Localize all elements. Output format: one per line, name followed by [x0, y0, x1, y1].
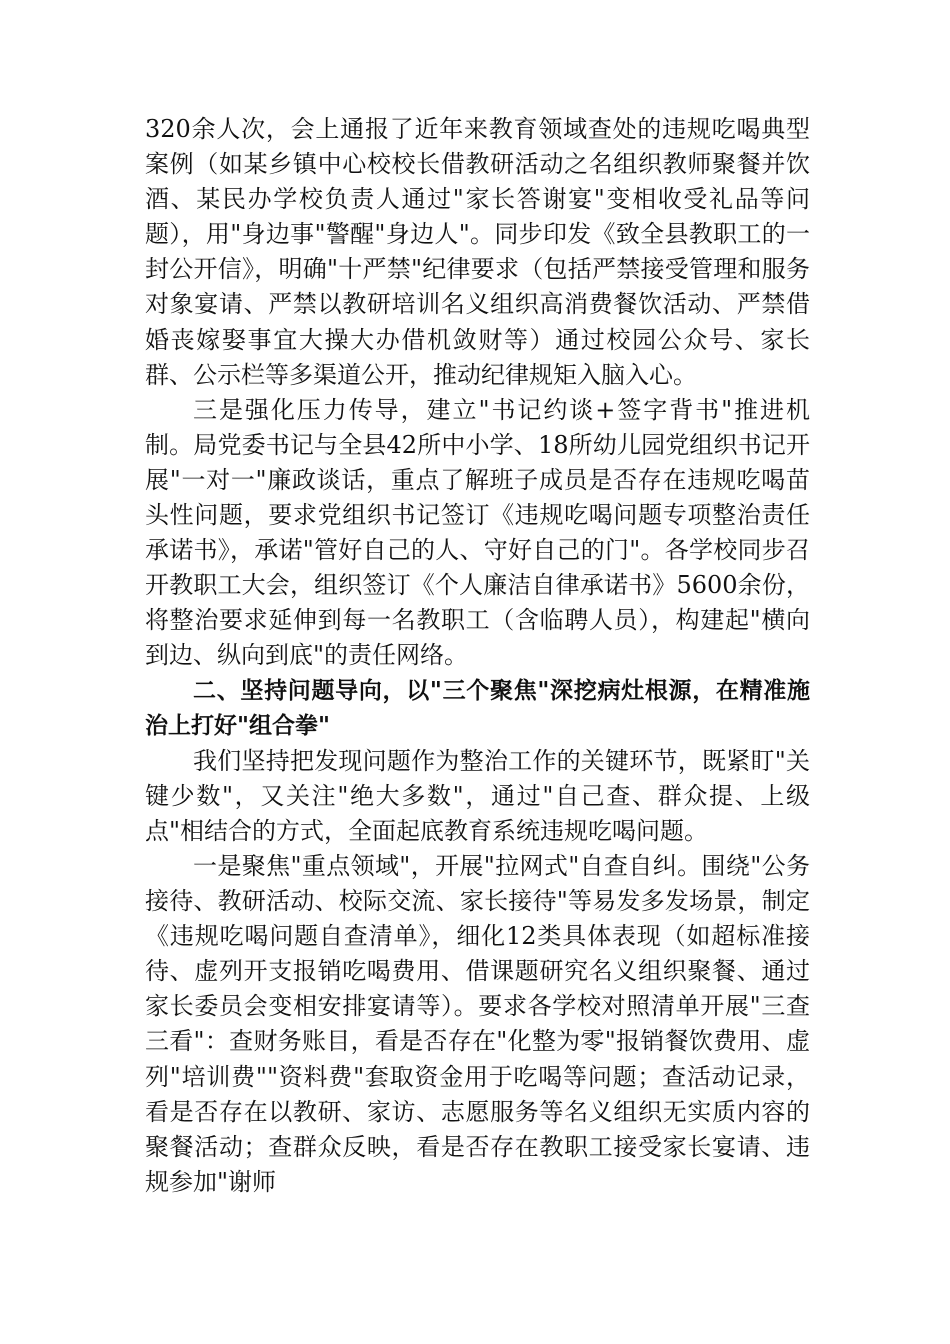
paragraph-key-areas: 一是聚焦"重点领域"，开展"拉网式"自查自纠。围绕"公务接待、教研活动、校际交流、家长接待"等易发多发场景，制定《违规吃喝问题自查清单》，细化12类具体表现（如超标准接待、虚列开支报销吃喝费用、借课题研究名义组织聚餐、通过家长委员会变相安排宴请等）。要求各学校对照清单开展"三查三看"：查财务账目，看是否存在"化整为零"报销餐饮费用、虚列"培训费""资料费"套取资金用于吃喝等问题；查活动记录，看是否存在以教研、家访、志愿服务等名义组织无实质内容的聚餐活动；查群众反映，看是否存在教职工接受家长宴请、违规参加"谢师 — [145, 851, 810, 1196]
paragraph-intro: 我们坚持把发现问题作为整治工作的关键环节，既紧盯"关键少数"，又关注"绝大多数"，通过"自己查、群众提、上级点"相结合的方式，全面起底教育系统违规吃喝问题。 — [145, 746, 810, 845]
paragraph-continuation: 320余人次，会上通报了近年来教育领域查处的违规吃喝典型案例（如某乡镇中心校校长借教研活动之名组织教师聚餐并饮酒、某民办学校负责人通过"家长答谢宴"变相收受礼品等问题），用"身边事"警醒"身边人"。同步印发《致全县教职工的一封公开信》，明确"十严禁"纪律要求（包括严禁接受管理和服务对象宴请、严禁以教研培训名义组织高消费餐饮活动、严禁借婚丧嫁娶事宜大操大办借机敛财等）通过校园公众号、家长群、公示栏等多渠道公开，推动纪律规矩入脑入心。 — [145, 115, 810, 389]
paragraph-pressure-transmission: 三是强化压力传导，建立"书记约谈+签字背书"推进机制。局党委书记与全县42所中小学、18所幼儿园党组织书记开展"一对一"廉政谈话，重点了解班子成员是否存在违规吃喝苗头性问题，要求党组织书记签订《违规吃喝问题专项整治责任承诺书》，承诺"管好自己的人、守好自己的门"。各学校同步召开教职工大会，组织签订《个人廉洁自律承诺书》5600余份，将整治要求延伸到每一名教职工（含临聘人员），构建起"横向到边、纵向到底"的责任网络。 — [145, 395, 810, 670]
document-body — [145, 112, 810, 1200]
section-heading-problem-oriented: 二、坚持问题导向，以"三个聚焦"深挖病灶根源，在精准施治上打好"组合拳" — [145, 677, 810, 739]
